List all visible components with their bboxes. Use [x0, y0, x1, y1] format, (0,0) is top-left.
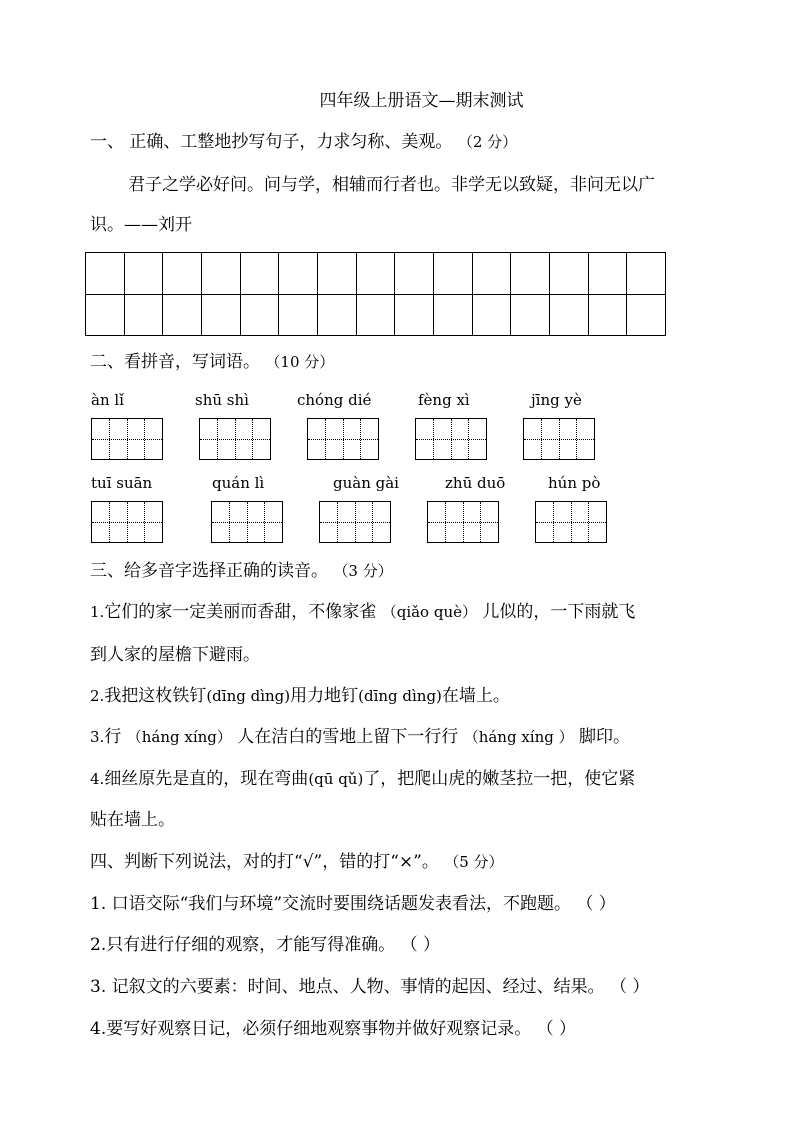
section3-score: （3 分）: [333, 562, 393, 580]
grid-cell[interactable]: [511, 253, 550, 295]
question-text: 用力地钉: [290, 686, 359, 706]
grid-cell[interactable]: [86, 253, 125, 295]
grid-cell[interactable]: [318, 295, 357, 337]
grid-cell[interactable]: [86, 295, 125, 337]
pinyin-label: àn lǐ: [91, 391, 124, 409]
grid-cell[interactable]: [241, 253, 280, 295]
section1-score: （2 分）: [457, 133, 518, 151]
pinyin-options: (dīng dìng): [206, 687, 291, 705]
pinyin-label: fèng xì: [418, 391, 470, 409]
question-3-4-line2: 贴在墙上。: [90, 810, 175, 830]
pinyin-label: shū shì: [195, 391, 249, 409]
grid-cell[interactable]: [473, 253, 512, 295]
section1-text-line2: 识。——刘开: [90, 215, 192, 235]
word-writing-box[interactable]: [319, 501, 391, 543]
grid-cell[interactable]: [395, 295, 434, 337]
word-writing-box[interactable]: [91, 501, 163, 543]
pinyin-label: tuī suān: [91, 474, 153, 492]
section3-heading: 三、给多音字选择正确的读音。: [90, 561, 328, 581]
question-3-4: [90, 764, 635, 789]
grid-cell[interactable]: [627, 253, 666, 295]
grid-cell[interactable]: [163, 295, 202, 337]
question-number: 1.: [90, 603, 105, 621]
grid-cell[interactable]: [202, 253, 241, 295]
question-text: 细丝原先是直的，现在弯曲: [104, 769, 309, 789]
grid-cell[interactable]: [125, 253, 164, 295]
grid-cell[interactable]: [125, 295, 164, 337]
grid-cell[interactable]: [627, 295, 666, 337]
section1-heading: 一、 正确、工整地抄写句子，力求匀称、美观。: [90, 132, 453, 152]
section2-heading-line: [90, 347, 334, 372]
section4-score: （5 分）: [444, 853, 504, 871]
question-3-2: [90, 681, 510, 706]
grid-cell[interactable]: [279, 295, 318, 337]
pinyin-label: jīng yè: [531, 391, 582, 409]
section1-heading-line: [90, 127, 517, 152]
grid-cell[interactable]: [202, 295, 241, 337]
pinyin-label: zhū duō: [445, 474, 506, 492]
grid-cell[interactable]: [434, 253, 473, 295]
word-writing-box[interactable]: [91, 418, 163, 460]
pinyin-label: quán lì: [212, 474, 265, 492]
page-title: 四年级上册语文—期末测试: [319, 91, 524, 111]
question-3-3: [90, 722, 630, 747]
question-number: 4.: [90, 770, 105, 788]
word-writing-box[interactable]: [523, 418, 595, 460]
word-writing-box[interactable]: [427, 501, 499, 543]
word-writing-box[interactable]: [415, 418, 487, 460]
pinyin-label: guàn gài: [333, 474, 399, 492]
grid-cell[interactable]: [511, 295, 550, 337]
grid-cell[interactable]: [589, 295, 628, 337]
question-3-1: [90, 597, 635, 622]
judgment-item-1: 1. 口语交际“我们与环境”交流时要围绕话题发表看法，不跑题。 （ ）: [90, 894, 616, 914]
section1-text-line1: 君子之学必好问。问与学，相辅而行者也。非学无以致疑，非问无以广: [128, 175, 655, 195]
word-writing-box[interactable]: [211, 501, 283, 543]
question-text: 脚印。: [579, 727, 631, 747]
section4-heading: 四、判断下列说法，对的打“√”，错的打“×”。: [90, 852, 439, 872]
grid-cell[interactable]: [318, 253, 357, 295]
grid-cell[interactable]: [473, 295, 512, 337]
word-writing-box[interactable]: [535, 501, 607, 543]
section4-heading-line: [90, 847, 504, 872]
pinyin-options: （qiǎo què）: [381, 603, 477, 621]
grid-cell[interactable]: [550, 295, 589, 337]
grid-cell[interactable]: [589, 253, 628, 295]
pinyin-options: （háng xíng ）: [463, 728, 574, 746]
pinyin-label: chóng dié: [297, 391, 372, 409]
word-writing-box[interactable]: [199, 418, 271, 460]
question-number: 2.: [90, 687, 105, 705]
pinyin-options: (dīng dìng): [358, 687, 442, 705]
pinyin-options: （háng xíng）: [126, 728, 232, 746]
grid-cell[interactable]: [395, 253, 434, 295]
grid-cell[interactable]: [279, 253, 318, 295]
judgment-item-2: 2.只有进行仔细的观察，才能写得准确。 （ ）: [90, 935, 441, 955]
section2-heading: 二、看拼音，写词语。: [90, 352, 260, 372]
question-text: 了，把爬山虎的嫩茎拉一把，使它紧: [363, 769, 636, 789]
question-number: 3.: [90, 728, 105, 746]
grid-cell[interactable]: [241, 295, 280, 337]
grid-cell[interactable]: [434, 295, 473, 337]
question-text: 儿似的，一下雨就飞: [482, 602, 636, 622]
question-3-1-line2: 到人家的屋檐下避雨。: [90, 645, 260, 665]
word-writing-box[interactable]: [307, 418, 379, 460]
question-text: 行: [104, 727, 122, 747]
grid-cell[interactable]: [550, 253, 589, 295]
section2-score: （10 分）: [265, 353, 335, 371]
question-text: 人在洁白的雪地上留下一行行: [237, 727, 459, 747]
pinyin-options: (qū qǔ): [308, 770, 364, 788]
grid-cell[interactable]: [357, 295, 396, 337]
grid-cell[interactable]: [357, 253, 396, 295]
grid-cell[interactable]: [163, 253, 202, 295]
pinyin-label: hún pò: [548, 474, 601, 492]
section3-heading-line: [90, 556, 393, 581]
question-text: 它们的家一定美丽而香甜，不像家雀: [104, 602, 377, 622]
copy-writing-grid[interactable]: [85, 252, 666, 336]
judgment-item-3: 3. 记叙文的六要素：时间、地点、人物、事情的起因、经过、结果。 （ ）: [90, 977, 650, 997]
question-text: 我把这枚铁钉: [104, 686, 207, 706]
judgment-item-4: 4.要写好观察日记，必须仔细地观察事物并做好观察记录。 （ ）: [90, 1019, 577, 1039]
question-text: 在墙上。: [441, 686, 510, 706]
